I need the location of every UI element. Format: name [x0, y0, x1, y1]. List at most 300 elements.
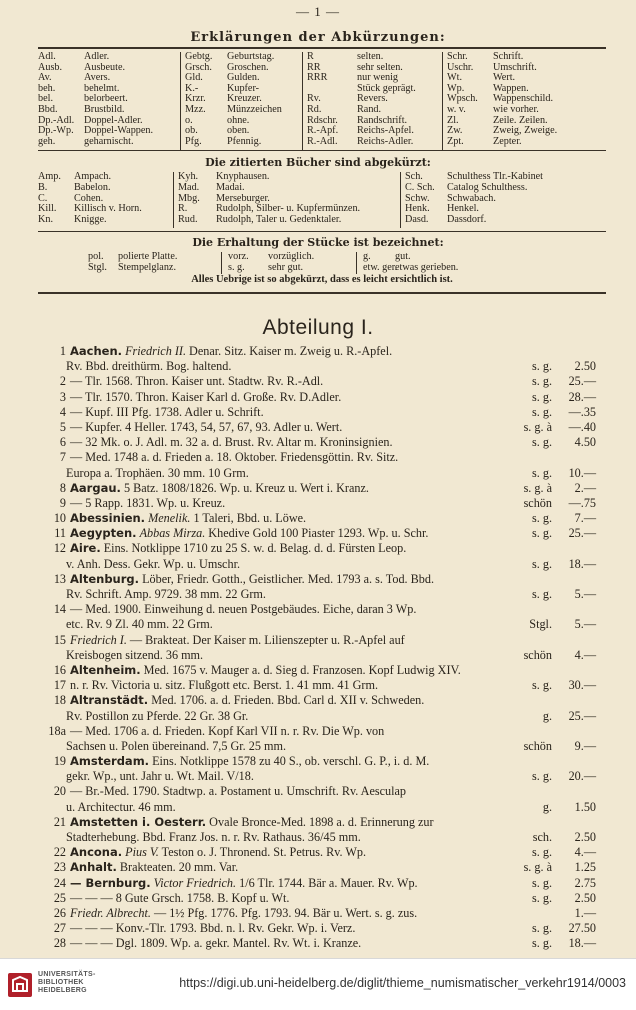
abbreviation-key: o. [185, 114, 193, 126]
entry-condition: s. g. à [523, 860, 552, 875]
entry-description: Denar. Sitz. Kaiser m. Zweig u. R.-Apfel. [189, 344, 393, 358]
entry-line [48, 466, 596, 481]
abbreviation-row [363, 263, 458, 274]
entry-number: 10 [53, 511, 66, 526]
entry-description: etc. Rv. 9 Zl. 40 mm. 22 Grm. [66, 617, 213, 632]
entry-number: 14 [53, 602, 66, 617]
entry-description: gekr. Wp., unt. Jahr u. Wt. Mail. V/18. [66, 769, 254, 784]
entry-place: Anhalt. [70, 860, 117, 875]
entry-condition: s. g. [532, 404, 552, 419]
abbreviation-meaning: Reichs-Adler. [357, 135, 414, 147]
library-logo-icon[interactable] [6, 971, 34, 999]
catalogue-entry [48, 511, 596, 526]
abbreviation-meaning: Rand. [357, 103, 382, 115]
entry-price: 18.— [568, 936, 596, 951]
abbreviation-row [307, 52, 416, 63]
entry-text [70, 815, 434, 830]
entry-number: 1 [59, 344, 66, 358]
entry-text [70, 633, 405, 648]
entry-number: 11 [54, 526, 66, 541]
entry-description: 1/6 Tlr. 1744. Bär a. Mauer. Rv. Wp. [239, 875, 418, 890]
abbreviation-meaning: ohne. [227, 114, 250, 126]
catalogue-entry [48, 693, 596, 723]
catalogue-entry [48, 860, 596, 875]
abbreviation-key: Rud. [178, 214, 198, 226]
entry-text [66, 587, 266, 602]
entry-text [70, 860, 238, 875]
entry-text [70, 405, 264, 420]
entry-price: 4.— [574, 647, 596, 662]
entry-description: Sachsen u. Polen übereinand. 7,5 Gr. 25 mm. [66, 738, 287, 753]
entry-description: Kreisbogen sitzend. 36 mm. [66, 647, 204, 662]
abbreviation-meaning: Kupfer- [227, 82, 260, 94]
entry-condition: s. g. [532, 389, 552, 404]
entry-price: 2.— [574, 480, 596, 495]
entry-line [48, 359, 596, 374]
abbreviation-meaning: Merseburger. [216, 192, 270, 204]
entry-text [66, 800, 176, 815]
abbreviation-key: Rv. [307, 93, 321, 105]
entry-description: Med. 1675 v. Mauger a. d. Sieg d. Franzosen. Kopf Ludwig XIV. [143, 662, 461, 677]
abbreviation-key: K.- [185, 82, 199, 94]
entry-line [48, 845, 596, 860]
entry-place: Altenheim. [70, 662, 141, 677]
entry-description: Eins. Notklippe 1578 zu 40 S., ob. verschl. G. P., i. d. M. [152, 754, 430, 769]
catalogue-entry [48, 876, 596, 891]
abbreviation-row [178, 172, 360, 183]
catalogue-entry [48, 390, 596, 405]
entry-condition: s. g. [532, 511, 552, 526]
entry-place: — Bernburg. [70, 875, 151, 890]
entry-place: Aargau. [70, 480, 121, 495]
abbreviation-meaning: etwas gerieben. [395, 261, 459, 273]
abbreviations-heading: Erklärungen der Abkürzungen: [190, 30, 446, 45]
entry-text [66, 557, 240, 572]
abbreviation-key: beh. [38, 82, 56, 94]
entry-line [48, 420, 596, 435]
abbreviation-meaning: Doppel-Wappen. [84, 125, 154, 137]
entry-text [66, 830, 361, 845]
abbreviation-key: RRR [307, 72, 328, 84]
entry-line [48, 876, 596, 891]
entry-price: 28.— [568, 389, 596, 404]
entry-line [48, 450, 596, 465]
entry-place: Amsterdam. [70, 754, 150, 769]
entry-line [48, 633, 596, 648]
entry-number: 13 [53, 571, 66, 586]
abbreviation-meaning: sehr selten. [357, 61, 403, 73]
entry-description: — Brakteat. Der Kaiser m. Lilienszepter u. R.-Apfel auf [129, 632, 405, 647]
entry-condition: s. g. [532, 678, 552, 693]
abbreviation-key: RR [307, 61, 321, 73]
abbreviation-meaning: Schwabach. [447, 192, 496, 204]
catalogue-entry [48, 496, 596, 511]
entry-line [48, 724, 596, 739]
condition-note: Alles Uebrige ist so abgekürzt, dass es leicht ersichtlich ist. [191, 274, 453, 285]
catalogue-entry [48, 633, 596, 663]
entry-price: 27.50 [568, 921, 596, 936]
abbreviation-key: C. Sch. [405, 181, 435, 193]
catalogue-entry [48, 891, 596, 906]
entry-number: 20 [53, 784, 66, 799]
entry-place: Amstetten i. Oesterr. [70, 814, 207, 829]
entry-price: 1.— [574, 905, 596, 920]
entry-description: — — — 8 Gute Grsch. 1758. B. Kopf u. Wt. [70, 890, 290, 905]
abbreviation-key: Dp.-Adl. [38, 114, 75, 126]
abbr-column-4 [442, 52, 557, 150]
catalogue-entry [48, 572, 596, 602]
entry-description: Eins. Notklippe 1710 zu 25 S. w. d. Belag. d. d. Fürsten Leop. [103, 541, 407, 556]
catalogue-entry [48, 906, 596, 921]
entry-number: 18 [53, 693, 66, 708]
abbreviation-key: Dasd. [405, 214, 429, 226]
entry-number: 12 [53, 541, 66, 556]
abbreviation-row [185, 52, 282, 63]
abbreviation-meaning: Randschrift. [357, 114, 408, 126]
abbreviation-row [38, 215, 142, 226]
entry-text [66, 359, 231, 374]
abbreviation-key: Bbd. [38, 103, 58, 115]
abbreviation-key: Uschr. [447, 61, 474, 73]
entry-price: 10.— [568, 465, 596, 480]
abbreviation-key: Wp. [447, 82, 465, 94]
entry-condition: g. [542, 799, 552, 814]
abbreviation-row [307, 105, 416, 116]
entry-line [48, 769, 596, 784]
catalogue-entry [48, 450, 596, 480]
source-url-link[interactable]: https://digi.ub.uni-heidelberg.de/diglit/thieme_numismatischer_verkehr1914/0003 [179, 976, 626, 990]
abbreviation-key: g. [363, 251, 371, 262]
entry-number: 7 [59, 450, 66, 465]
entry-line [48, 815, 596, 830]
entry-price: 7.— [574, 511, 596, 526]
entry-ruler: Menelik. [148, 511, 191, 526]
entry-price: 25.— [568, 526, 596, 541]
abbreviation-meaning: Wappen. [493, 82, 529, 94]
entry-text [70, 602, 416, 617]
entry-description: 1 Taleri, Bbd. u. Löwe. [193, 511, 307, 526]
entry-description: — Tlr. 1570. Thron. Kaiser Karl d. Große. Rv. D.Adler. [70, 389, 342, 404]
entry-number: 6 [59, 435, 66, 450]
abbreviation-meaning: Brustbild. [84, 103, 125, 115]
entry-number: 3 [59, 389, 66, 404]
abbreviation-meaning: sehr gut. [268, 261, 304, 273]
entry-price: 2.75 [574, 875, 596, 890]
abbreviation-key: geh. [38, 135, 56, 147]
catalogue-entry [48, 815, 596, 845]
entry-ruler: Pius V. [125, 845, 159, 860]
abbreviation-meaning: Umschrift. [493, 61, 537, 73]
entry-text [70, 374, 323, 389]
entry-description: u. Architectur. 46 mm. [66, 799, 176, 814]
entry-line [48, 541, 596, 556]
entry-price: —.35 [568, 404, 596, 419]
catalogue-entry [48, 602, 596, 632]
abbreviation-row [38, 105, 153, 116]
entry-line [48, 526, 596, 541]
abbreviation-meaning: oben. [227, 125, 250, 137]
abbreviation-row [185, 105, 282, 116]
abbreviation-meaning: Wappenschild. [493, 93, 554, 105]
abbreviation-key: Sch. [405, 171, 423, 182]
entry-price: 1.50 [574, 799, 596, 814]
entry-text [70, 784, 406, 799]
entry-line [48, 663, 596, 678]
entry-ruler: Abbas Mirza. [139, 526, 206, 541]
entry-line [48, 693, 596, 708]
entry-condition: s. g. [532, 526, 552, 541]
entry-place: Ancona. [70, 845, 123, 860]
entry-description: — Br.-Med. 1790. Stadtwp. a. Postament u. Umschrift. Rv. Aesculap [70, 784, 407, 799]
entry-condition: schön [523, 495, 552, 510]
abbreviation-key: B. [38, 181, 48, 193]
abbreviation-key: bel. [38, 93, 53, 105]
abbreviation-key: R [307, 51, 314, 62]
entry-number: 21 [53, 814, 66, 829]
entry-condition: s. g. [532, 374, 552, 389]
abbreviation-row [307, 137, 416, 148]
abbreviation-meaning: Kreuzer. [227, 93, 262, 105]
entry-line [48, 344, 596, 359]
abbreviation-meaning: Stück geprägt. [357, 82, 416, 94]
abbreviation-meaning: Catalog Schulthess. [447, 181, 528, 193]
abbreviation-key: Kill. [38, 203, 57, 215]
abbreviation-row [88, 263, 177, 274]
entry-description: Rv. Bbd. dreithürm. Bog. haltend. [66, 359, 232, 374]
abbreviation-row [38, 137, 153, 148]
abbreviation-meaning: Schrift. [493, 51, 524, 62]
entry-condition: s. g. à [523, 480, 552, 495]
abbreviation-key: vorz. [228, 251, 249, 262]
abbreviation-key: Gld. [185, 72, 203, 84]
abbreviation-row [185, 137, 282, 148]
entry-line [48, 587, 596, 602]
abbreviation-key: Stgl. [88, 261, 107, 273]
entry-line [48, 784, 596, 799]
condition-table [38, 250, 606, 294]
entry-number: 25 [53, 890, 66, 905]
catalogue-entry [48, 420, 596, 435]
abbreviation-key: Dp.-Wp. [38, 125, 74, 137]
catalogue-entry [48, 936, 596, 951]
catalogue-entry [48, 541, 596, 571]
entry-price: 20.— [568, 769, 596, 784]
entry-price: 2.50 [574, 830, 596, 844]
abbreviation-key: Wt. [447, 72, 462, 84]
abbreviation-key: etw. ger. [363, 261, 398, 273]
abbreviation-row [447, 52, 557, 63]
abbreviations-table [38, 47, 606, 151]
entry-text [70, 936, 361, 951]
entry-text [70, 435, 393, 450]
entry-ruler: Friedr. Albrecht. [70, 905, 151, 920]
abbreviation-key: Mbg. [178, 192, 200, 204]
abbreviation-key: Zl. [447, 114, 459, 126]
condition-column-3 [356, 252, 458, 274]
abbreviation-key: Kn. [38, 214, 53, 226]
books-table [38, 170, 606, 232]
abbreviation-key: Rd. [307, 103, 322, 115]
entry-condition: schön [523, 738, 552, 753]
entry-text [70, 678, 378, 693]
entry-condition: s. g. [532, 465, 552, 480]
entry-line [48, 496, 596, 511]
abbreviation-key: Mad. [178, 181, 200, 193]
entry-description: Löber, Friedr. Gotth., Geistlicher. Med. 1793 a. s. Tod. Bbd. [142, 571, 434, 586]
entry-description: — Tlr. 1568. Thron. Kaiser unt. Stadtw. Rv. R.-Adl. [70, 374, 324, 389]
entry-place: Aegypten. [70, 526, 137, 541]
entry-price: 5.— [574, 617, 596, 632]
abbreviation-meaning: wie vorher. [493, 103, 539, 115]
entry-condition: sch. [532, 830, 552, 844]
entry-condition: s. g. [532, 435, 552, 450]
entry-description: Brakteaten. 20 mm. Var. [119, 860, 239, 875]
books-column-2 [173, 172, 360, 228]
books-column-1 [38, 172, 142, 226]
entry-price: 2.50 [574, 890, 596, 905]
entry-condition: s. g. [532, 875, 552, 890]
entry-text [66, 617, 213, 632]
abbreviation-key: Schr. [447, 51, 468, 62]
entry-price: 25.— [568, 374, 596, 389]
abbreviation-meaning: Stempelglanz. [118, 261, 176, 273]
entry-price: —.40 [568, 419, 596, 434]
abbreviation-key: Pfg. [185, 135, 202, 147]
entry-text [70, 845, 366, 860]
abbreviation-key: Adl. [38, 51, 56, 62]
entry-line [48, 602, 596, 617]
entry-price: 4.— [574, 845, 596, 860]
entry-text [70, 876, 418, 891]
entry-price: 30.— [568, 678, 596, 693]
entry-description: — — — Konv.-Tlr. 1793. Bbd. n. l. Rv. Gekr. Wp. i. Verz. [70, 921, 356, 936]
entry-line [48, 374, 596, 389]
entry-number: 16 [53, 662, 66, 677]
entry-description: Ovale Bronce-Med. 1898 a. d. Erinnerung zur [209, 814, 434, 829]
abbreviation-meaning: Babelon. [74, 181, 111, 193]
abbreviation-meaning: Avers. [84, 72, 111, 84]
abbr-column-2 [180, 52, 282, 150]
entry-condition: schön [523, 647, 552, 662]
entry-text [66, 709, 248, 724]
books-heading: Die zitierten Bücher sind abgekürzt: [205, 156, 431, 169]
entry-text [70, 724, 384, 739]
entry-text [70, 344, 392, 359]
abbreviation-key: Av. [38, 72, 52, 84]
abbreviation-key: Rdschr. [307, 114, 338, 126]
entry-line [48, 921, 596, 936]
abbreviation-meaning: Rudolph, Silber- u. Kupfermünzen. [216, 203, 361, 215]
abbr-column-3 [302, 52, 416, 150]
abbreviation-meaning: nur wenig [357, 72, 399, 84]
entry-number: 17 [53, 678, 66, 693]
abbreviation-key: Zpt. [447, 135, 464, 147]
entry-description: — 5 Rapp. 1831. Wp. u. Kreuz. [70, 495, 226, 510]
entry-number: 9 [59, 495, 66, 510]
catalogue-entry [48, 724, 596, 754]
abbreviation-meaning: Rudolph, Taler u. Gedenktaler. [216, 214, 342, 226]
entry-text [70, 906, 417, 921]
entry-place: Altenburg. [70, 571, 140, 586]
entry-line [48, 572, 596, 587]
abbreviation-key: Henk. [405, 203, 430, 215]
entry-condition: s. g. [532, 556, 552, 571]
entry-ruler: Victor Friedrich. [153, 875, 237, 890]
entry-description: 5 Batz. 1808/1826. Wp. u. Kreuz u. Wert i. Kranz. [123, 480, 369, 495]
entry-number: 27 [53, 921, 66, 936]
page-number: — 1 — [296, 4, 340, 19]
entry-line [48, 405, 596, 420]
abbreviation-key: Gebtg. [185, 51, 213, 62]
entry-price: —.75 [568, 495, 596, 510]
abbreviation-meaning: Schulthess Tlr.-Kabinet [447, 171, 544, 182]
abbreviation-key: R.-Apf. [307, 125, 339, 137]
abbreviation-meaning: belorbeert. [84, 93, 128, 105]
abbreviation-meaning: Cohen. [74, 192, 104, 204]
catalogue-entry [48, 754, 596, 784]
entry-line [48, 481, 596, 496]
abbreviation-meaning: Wert. [493, 72, 516, 84]
abbreviation-key: s. g. [228, 261, 245, 273]
entry-condition: s. g. [532, 890, 552, 905]
viewer-footer [0, 958, 636, 1010]
entry-number: 19 [53, 754, 66, 769]
entry-text [70, 572, 434, 587]
abbreviation-row [405, 183, 543, 194]
entry-line [48, 709, 596, 724]
entry-place: Aachen. [70, 344, 123, 358]
entry-text [70, 541, 406, 556]
catalogue-entry [48, 405, 596, 420]
entry-text [70, 891, 289, 906]
entry-condition: s. g. [532, 359, 552, 374]
abbreviation-meaning: Ampach. [74, 171, 112, 182]
entry-price: 25.— [568, 708, 596, 723]
entry-place: Abessinien. [70, 511, 146, 526]
entry-description: v. Anh. Dess. Gekr. Wp. u. Umschr. [66, 556, 240, 571]
entry-price: 4.50 [574, 435, 596, 450]
entry-text [70, 481, 369, 496]
entry-text [66, 466, 249, 481]
abbreviation-meaning: Ausbeute. [84, 61, 126, 73]
catalogue-entry [48, 678, 596, 693]
abbreviation-row [447, 105, 557, 116]
entry-text [70, 450, 398, 465]
abbreviation-key: Mzz. [185, 103, 206, 115]
entry-description: Teston o. J. Thronend. St. Petrus. Rv. Wp. [161, 845, 367, 860]
entry-condition: Stgl. [529, 617, 552, 632]
entry-description: Khedive Gold 100 Piaster 1293. Wp. u. Schr. [208, 526, 429, 541]
abbreviation-meaning: Doppel-Adler. [84, 114, 143, 126]
abbreviation-meaning: Groschen. [227, 61, 269, 73]
entry-number: 24 [53, 875, 66, 890]
entry-description: — Med. 1748 a. d. Frieden a. 18. Oktober. Friedensgöttin. Rv. Sitz. [70, 450, 399, 465]
abbreviation-row [447, 137, 557, 148]
entry-text [70, 663, 461, 678]
entry-text [66, 739, 286, 754]
entry-line [48, 800, 596, 815]
entry-number: 15 [53, 632, 66, 647]
abbreviation-meaning: Münzzeichen [227, 103, 282, 115]
entry-description: Stadterhebung. Bbd. Franz Jos. n. r. Rv. Rathaus. 36/45 mm. [66, 830, 361, 844]
catalogue-entry [48, 344, 596, 374]
entry-line [48, 906, 596, 921]
catalogue-entry [48, 663, 596, 678]
abbreviation-row [178, 215, 360, 226]
condition-column-2 [221, 252, 314, 274]
abbreviation-meaning: Zweig, Zweige. [493, 125, 558, 137]
entry-description: — Kupf. III Pfg. 1738. Adler u. Schrift. [70, 404, 264, 419]
